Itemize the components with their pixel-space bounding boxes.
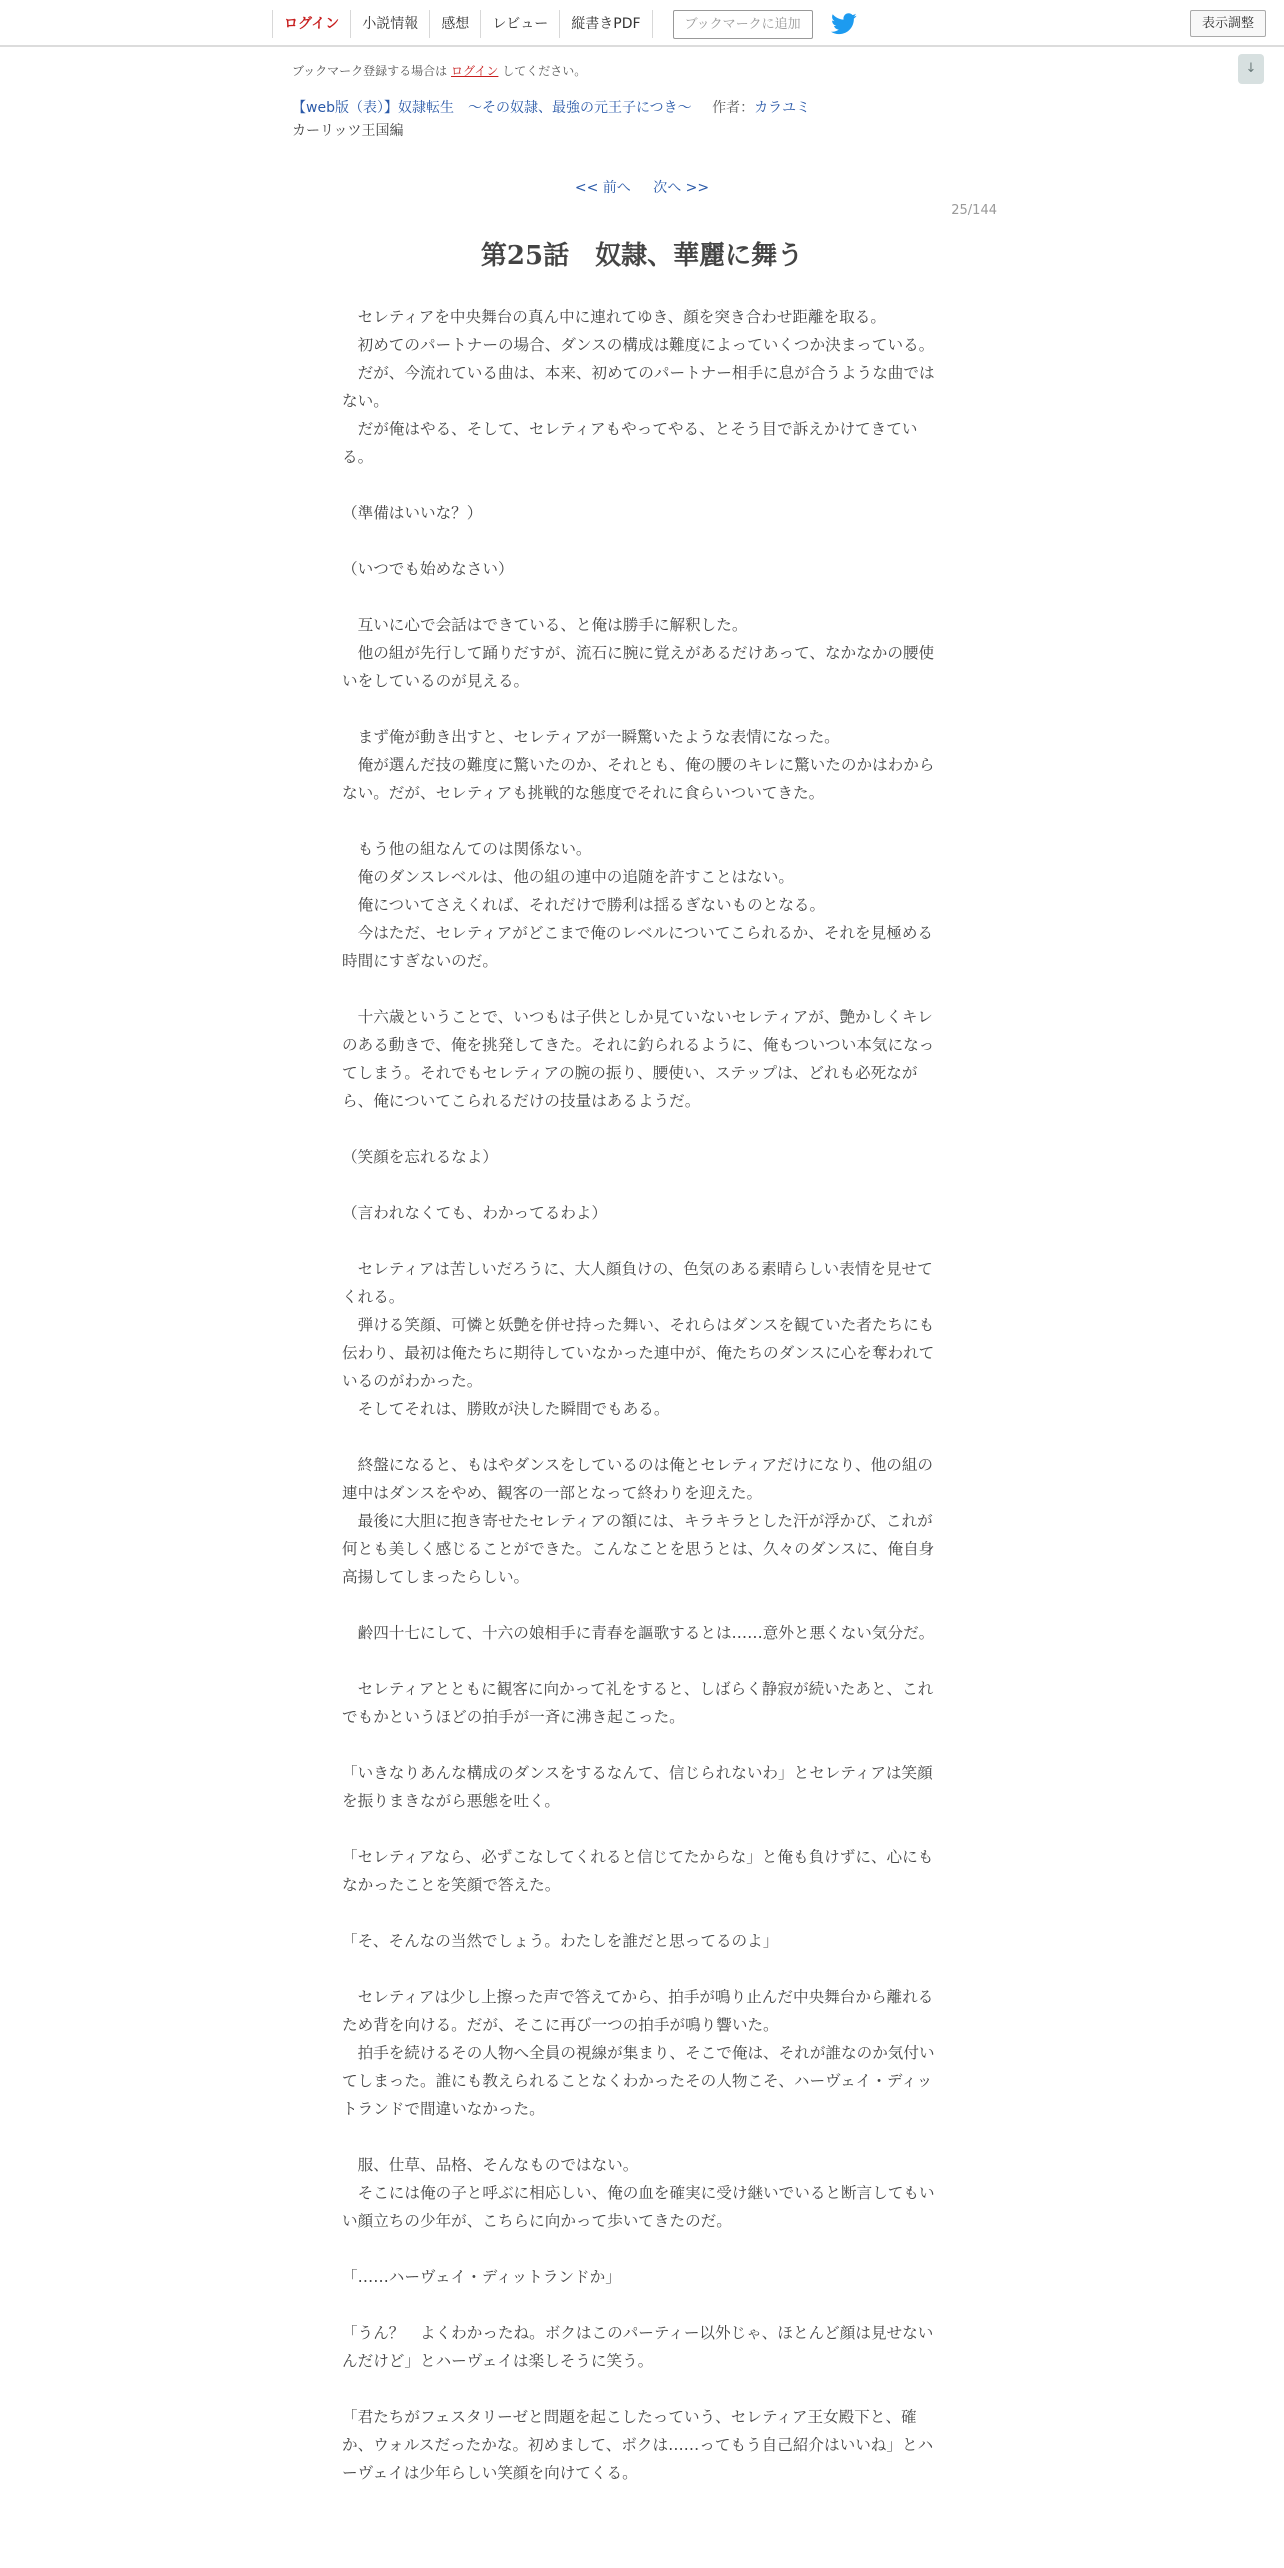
arrow-down-icon[interactable]: ↓	[1238, 54, 1264, 84]
chapter-title: 第25話 奴隷、華麗に舞う	[480, 241, 804, 271]
body-paragraph: 終盤になると、もはやダンスをしているのは俺とセレティアだけになり、他の組の連中はダンスをやめ、観客の一部となって終わりを迎えた。	[342, 1456, 934, 1502]
blank-line	[342, 1115, 936, 1143]
body-paragraph: 「うん？ よくわかったね。ボクはこのパーティー以外じゃ、ほとんど顔は見せないんだけど」とハーヴェイは楽しそうに笑う。	[342, 2324, 934, 2370]
body-paragraph: セレティアは苦しいだろうに、大人顔負けの、色気のある素晴らしい表情を見せてくれる。	[342, 1260, 933, 1306]
blank-line	[342, 1171, 936, 1199]
body-paragraph: 「……ハーヴェイ・ディットランドか」	[342, 2268, 621, 2286]
series-info	[292, 97, 810, 117]
top-navigation-bar	[0, 0, 1284, 47]
blank-line	[342, 2123, 936, 2151]
nav-login-link[interactable]: ログイン	[272, 10, 350, 38]
body-paragraph: 俺が選んだ技の難度に驚いたのか、それとも、俺の腰のキレに驚いたのかはわからない。だが、セレティアも挑戦的な態度でそれに食らいついてきた。	[342, 756, 935, 802]
blank-line	[342, 1899, 936, 1927]
body-paragraph: セレティアとともに観客に向かって礼をすると、しばらく静寂が続いたあと、これでもかというほどの拍手が一斉に沸き起こった。	[342, 1680, 934, 1726]
body-paragraph: そこには俺の子と呼ぶに相応しい、俺の血を確実に受け継いでいると断言してもいい顔立ちの少年が、こちらに向かって歩いてきたのだ。	[342, 2184, 935, 2230]
blank-line	[342, 695, 936, 723]
bookmark-note-prefix: ブックマーク登録する場合は	[292, 64, 448, 78]
nav-impressions-link[interactable]: 感想	[429, 10, 480, 38]
body-paragraph: 他の組が先行して踊りだすが、流石に腕に覚えがあるだけあって、なかなかの腰使いをしているのが見える。	[342, 644, 935, 690]
nav-novel-info-link[interactable]: 小説情報	[350, 10, 429, 38]
body-paragraph: （笑顔を忘れるなよ）	[342, 1148, 498, 1166]
author-label: 作者：	[712, 100, 755, 116]
blank-line	[342, 807, 936, 835]
body-paragraph: 拍手を続けるその人物へ全員の視線が集まり、そこで俺は、それが誰なのか気付いてしまった。誰にも教えられることなくわかったその人物こそ、ハーヴェイ・ディットランドで間違いなかった。	[342, 2044, 935, 2118]
body-paragraph: （いつでも始めなさい）	[342, 560, 514, 578]
body-paragraph: セレティアを中央舞台の真ん中に連れてゆき、顔を突き合わせ距離を取る。	[342, 308, 886, 326]
body-paragraph: （言われなくても、わかってるわよ）	[342, 1204, 608, 1222]
body-paragraph: 「そ、そんなの当然でしょう。わたしを誰だと思ってるのよ」	[342, 1932, 779, 1950]
body-paragraph: まず俺が動き出すと、セレティアが一瞬驚いたような表情になった。	[342, 728, 840, 746]
body-paragraph: 俺についてさえくれば、それだけで勝利は揺るぎないものとなる。	[342, 896, 826, 914]
body-paragraph: そしてそれは、勝敗が決した瞬間でもある。	[342, 1400, 670, 1418]
display-adjust-button[interactable]: 表示調整	[1190, 10, 1266, 37]
body-paragraph: 弾ける笑顔、可憐と妖艶を併せ持った舞い、それらはダンスを観ていた者たちにも伝わり、最初は俺たちに期待していなかった連中が、俺たちのダンスに心を奪われているのがわかった。	[342, 1316, 935, 1390]
body-paragraph: もう他の組なんてのは関係ない。	[342, 840, 592, 858]
body-paragraph: だが俺はやる、そして、セレティアもやってやる、とそう目で訴えかけてきている。	[342, 420, 918, 466]
blank-line	[342, 1227, 936, 1255]
novel-body-text	[342, 303, 936, 2487]
body-paragraph: 齢四十七にして、十六の娘相手に青春を謳歌するとは……意外と悪くない気分だ。	[342, 1624, 935, 1642]
blank-line	[342, 975, 936, 1003]
twitter-bird-icon[interactable]	[831, 12, 859, 36]
blank-line	[342, 1955, 936, 1983]
body-paragraph: 服、仕草、品格、そんなものではない。	[342, 2156, 639, 2174]
bookmark-note-login-link[interactable]: ログイン	[451, 64, 499, 78]
blank-line	[342, 1647, 936, 1675]
blank-line	[342, 2235, 936, 2263]
bookmark-note-suffix: してください。	[502, 64, 587, 78]
series-title-link[interactable]: 【web版（表）】奴隷転生 ～その奴隷、最強の元王子につき～	[292, 100, 692, 116]
chapter-group-title: カーリッツ王国編	[292, 123, 404, 139]
bookmark-add-button[interactable]: ブックマークに追加	[673, 10, 813, 39]
body-paragraph: 今はただ、セレティアがどこまで俺のレベルについてこられるか、それを見極める時間にすぎないのだ。	[342, 924, 934, 970]
blank-line	[342, 2375, 936, 2403]
chapter-counter: 25/144	[951, 203, 997, 218]
body-paragraph: セレティアは少し上擦った声で答えてから、拍手が鳴り止んだ中央舞台から離れるため背を向ける。だが、そこに再び一つの拍手が鳴り響いた。	[342, 1988, 934, 2034]
body-paragraph: だが、今流れている曲は、本来、初めてのパートナー相手に息が合うような曲ではない。	[342, 364, 935, 410]
blank-line	[342, 1423, 936, 1451]
body-paragraph: 「セレティアなら、必ずこなしてくれると信じてたからな」と俺も負けずに、心にもなかったことを笑顔で答えた。	[342, 1848, 934, 1894]
blank-line	[342, 2291, 936, 2319]
nav-review-link[interactable]: レビュー	[480, 10, 559, 38]
chapter-pager	[0, 177, 1284, 197]
next-chapter-link[interactable]: 次へ >>	[653, 180, 710, 196]
body-paragraph: 「いきなりあんな構成のダンスをするなんて、信じられないわ」とセレティアは笑顔を振りまきながら悪態を吐く。	[342, 1764, 933, 1810]
bookmark-login-note	[292, 62, 586, 79]
blank-line	[342, 1591, 936, 1619]
body-paragraph: 「君たちがフェスタリーゼと問題を起こしたっていう、セレティア王女殿下と、確か、ウォルスだったかな。初めまして、ボクは……ってもう自己紹介はいいね」とハーヴェイは少年らしい笑顔を向けてくる。	[342, 2408, 934, 2482]
prev-chapter-link[interactable]: << 前へ	[574, 180, 631, 196]
body-paragraph: 俺のダンスレベルは、他の組の連中の追随を許すことはない。	[342, 868, 794, 886]
main-nav	[272, 10, 859, 38]
blank-line	[342, 527, 936, 555]
body-paragraph: （準備はいいな？）	[342, 504, 483, 522]
body-paragraph: 十六歳ということで、いつもは子供としか見ていないセレティアが、艶かしくキレのある動きで、俺を挑発してきた。それに釣られるように、俺もついつい本気になってしまう。それでもセレティアの腕の振り、腰使い、ステップは、どれも必死ながら、俺についてこられるだけの技量はあるようだ。	[342, 1008, 935, 1110]
blank-line	[342, 471, 936, 499]
author-name-link[interactable]: カラユミ	[754, 100, 811, 116]
nav-vertical-pdf-link[interactable]: 縦書きPDF	[559, 10, 652, 38]
blank-line	[342, 1731, 936, 1759]
body-paragraph: 最後に大胆に抱き寄せたセレティアの額には、キラキラとした汗が浮かび、これが何とも美しく感じることができた。こんなことを思うとは、久々のダンスに、俺自身高揚してしまったらしい。	[342, 1512, 935, 1586]
body-paragraph: 互いに心で会話はできている、と俺は勝手に解釈した。	[342, 616, 748, 634]
blank-line	[342, 1815, 936, 1843]
body-paragraph: 初めてのパートナーの場合、ダンスの構成は難度によっていくつか決まっている。	[342, 336, 935, 354]
blank-line	[342, 583, 936, 611]
